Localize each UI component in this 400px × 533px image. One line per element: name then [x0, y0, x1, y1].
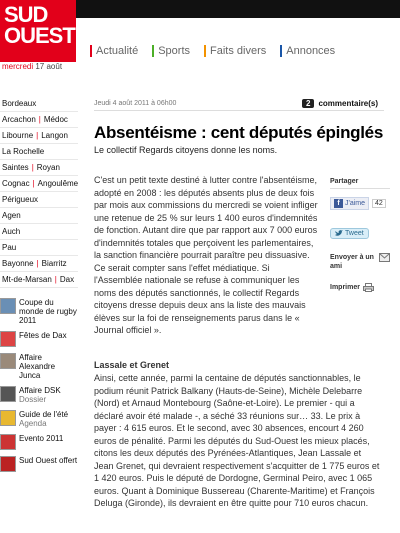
- city-row: [0, 208, 78, 224]
- city-separator: |: [36, 259, 39, 268]
- city-link[interactable]: Périgueux: [2, 195, 39, 204]
- main-nav: [90, 44, 335, 58]
- nav-color-bar: [90, 45, 92, 57]
- city-link[interactable]: Biarritz: [41, 259, 67, 268]
- city-link[interactable]: Langon: [41, 131, 68, 140]
- nav-color-bar: [204, 45, 206, 57]
- nav-item-faits-divers[interactable]: [204, 44, 266, 58]
- promo-thumbnail: [0, 331, 16, 347]
- city-row: [0, 240, 78, 256]
- city-link[interactable]: Arcachon: [2, 115, 36, 124]
- city-row: [0, 160, 78, 176]
- city-row: [0, 96, 78, 112]
- facebook-icon: f: [334, 199, 343, 208]
- date-rest: 17 août: [35, 62, 63, 71]
- promo-title: Affaire Alexandre Junca: [19, 353, 56, 380]
- nav-item-annonces[interactable]: [280, 44, 335, 58]
- article-title: Absentéisme : cent députés épinglés: [94, 123, 383, 142]
- promo-item[interactable]: [0, 386, 78, 404]
- city-sidebar: [0, 96, 78, 288]
- share-label: Partager: [330, 178, 390, 189]
- city-separator: |: [36, 131, 39, 140]
- current-date: [0, 62, 76, 74]
- city-link[interactable]: Auch: [2, 227, 21, 236]
- promo-list: [0, 298, 78, 478]
- promo-title: Affaire DSK: [19, 386, 61, 395]
- city-row: [0, 176, 78, 192]
- promo-subtitle: Agenda: [19, 419, 47, 428]
- nav-color-bar: [152, 45, 154, 57]
- city-link[interactable]: Bordeaux: [2, 99, 37, 108]
- city-separator: |: [54, 275, 57, 284]
- city-link[interactable]: Bayonne: [2, 259, 34, 268]
- city-link[interactable]: Pau: [2, 243, 17, 252]
- comment-label: commentaire(s): [318, 99, 379, 108]
- promo-thumbnail: [0, 298, 16, 314]
- city-separator: |: [38, 115, 41, 124]
- logo-line-2: OUEST: [4, 23, 75, 48]
- nav-item-actualite[interactable]: [90, 44, 138, 58]
- nav-color-bar: [280, 45, 282, 57]
- promo-thumbnail: [0, 353, 16, 369]
- promo-title: Fêtes de Dax: [19, 331, 67, 340]
- city-link[interactable]: Libourne: [2, 131, 34, 140]
- promo-thumbnail: [0, 456, 16, 472]
- facebook-like-label: J'aime: [345, 200, 366, 207]
- tweet-label: Tweet: [345, 230, 364, 237]
- city-separator: |: [31, 163, 34, 172]
- promo-item[interactable]: [0, 298, 78, 325]
- comment-count: 2: [302, 99, 314, 108]
- envelope-icon: [379, 253, 390, 262]
- city-separator: |: [32, 179, 35, 188]
- article-paragraph-2: Ainsi, cette année, parmi la centaine de députés sanctionnables, le podium réunit Patrick Balkany (Hauts-de-Seine), Michèle Delebarre (Nord) et Arnaud Montebourg (Saône-et-Loire). Le premier - qui a déclaré avoir été malade -, a séché 33 réunions sur… 33. Le prix à payer : 4 615 euros. Et le second, avec 30 absences, encourt 4 260 euros de pénalité. Parmi les députés du Sud-Ouest les mieux placés, citons les deux députés des Pyrénées-Atlantiques, Jean Lassale et Jean Grenet, qui devraient respectivement s'acquitter de 1 775 euros et 1 420 euros. Puis le député de Dordogne, Germinal Peiro, avec 1 065 euros. Quant à Dominique Bussereau (Charente-Maritime) et François Deluga (Gironde), ils devraient en être quitte pour 710 euros chacun.: [94, 373, 380, 508]
- promo-item[interactable]: [0, 410, 78, 428]
- print-label: Imprimer: [330, 284, 360, 291]
- city-row: [0, 224, 78, 240]
- printer-icon: [363, 283, 374, 292]
- comments-link[interactable]: [302, 99, 378, 108]
- city-row: [0, 256, 78, 272]
- promo-thumbnail: [0, 410, 16, 426]
- promo-item[interactable]: [0, 353, 78, 380]
- logo-line-1: SUD: [4, 2, 48, 27]
- email-label: Envoyer à un ami: [330, 254, 374, 270]
- promo-thumbnail: [0, 434, 16, 450]
- promo-title: Sud Ouest offert: [19, 456, 78, 465]
- print-link[interactable]: [330, 283, 390, 292]
- date-day: mercredi: [2, 62, 34, 71]
- promo-item[interactable]: [0, 434, 78, 450]
- nav-label: Faits divers: [210, 45, 267, 57]
- email-friend-link[interactable]: [330, 253, 390, 271]
- promo-item[interactable]: [0, 331, 78, 347]
- facebook-like-count: 42: [372, 199, 386, 208]
- promo-subtitle: Dossier: [19, 395, 47, 404]
- twitter-bird-icon: [335, 230, 343, 237]
- promo-item[interactable]: [0, 456, 78, 472]
- city-row: [0, 112, 78, 128]
- city-link[interactable]: Saintes: [2, 163, 29, 172]
- facebook-like-button[interactable]: [330, 197, 369, 210]
- promo-title: Guide de l'été: [19, 410, 69, 419]
- tweet-button[interactable]: [330, 228, 369, 239]
- divider: [94, 110, 384, 111]
- city-link[interactable]: Cognac: [2, 179, 30, 188]
- article-date: Jeudi 4 août 2011 à 06h00: [94, 100, 177, 107]
- city-row: [0, 128, 78, 144]
- city-link[interactable]: Médoc: [43, 115, 68, 124]
- site-logo[interactable]: [0, 0, 76, 62]
- city-row: [0, 272, 78, 288]
- city-row: [0, 192, 78, 208]
- article-section-heading: Lassale et Grenet: [94, 360, 170, 370]
- promo-title: Coupe du monde de rugby 2011: [19, 298, 77, 325]
- city-link[interactable]: Angoulême: [37, 179, 79, 188]
- article-subtitle: Le collectif Regards citoyens donne les noms.: [94, 145, 278, 155]
- nav-label: Actualité: [96, 45, 139, 57]
- article-paragraph-1: C'est un petit texte destiné à lutter contre l'absentéisme, adopté en 2008 : les députés absents plus de deux fois par mois aux commissions du mercredi se voient infliger une retenue de 25 % sur leurs 1 400 euros d'indemnités de fonction. Autant dire que par rapport aux 7 000 euros d'indemnités totales que perçoivent les parlementaires, la sanction financière pourrait paraître peu dissuasive. Ce serait compter sans l'effet médiatique. Si l'Assemblée nationale se refuse à communiquer les noms des députés sanctionnés, le collectif Regards citoyens dresse depuis deux ans la liste des mauvais élèves sur la foi de renseignements parus dans le « Journal officiel ».: [94, 175, 318, 335]
- city-link[interactable]: Agen: [2, 211, 21, 220]
- nav-label: Sports: [158, 45, 190, 57]
- city-row: [0, 144, 78, 160]
- nav-label: Annonces: [286, 45, 336, 57]
- nav-item-sports[interactable]: [152, 44, 190, 58]
- facebook-like: [330, 197, 390, 210]
- city-link[interactable]: Royan: [36, 163, 60, 172]
- promo-title: Evento 2011: [19, 434, 64, 443]
- city-link[interactable]: La Rochelle: [2, 147, 45, 156]
- city-link[interactable]: Dax: [59, 275, 75, 284]
- share-panel: [330, 178, 390, 304]
- promo-thumbnail: [0, 386, 16, 402]
- city-link[interactable]: Mt-de-Marsan: [2, 275, 52, 284]
